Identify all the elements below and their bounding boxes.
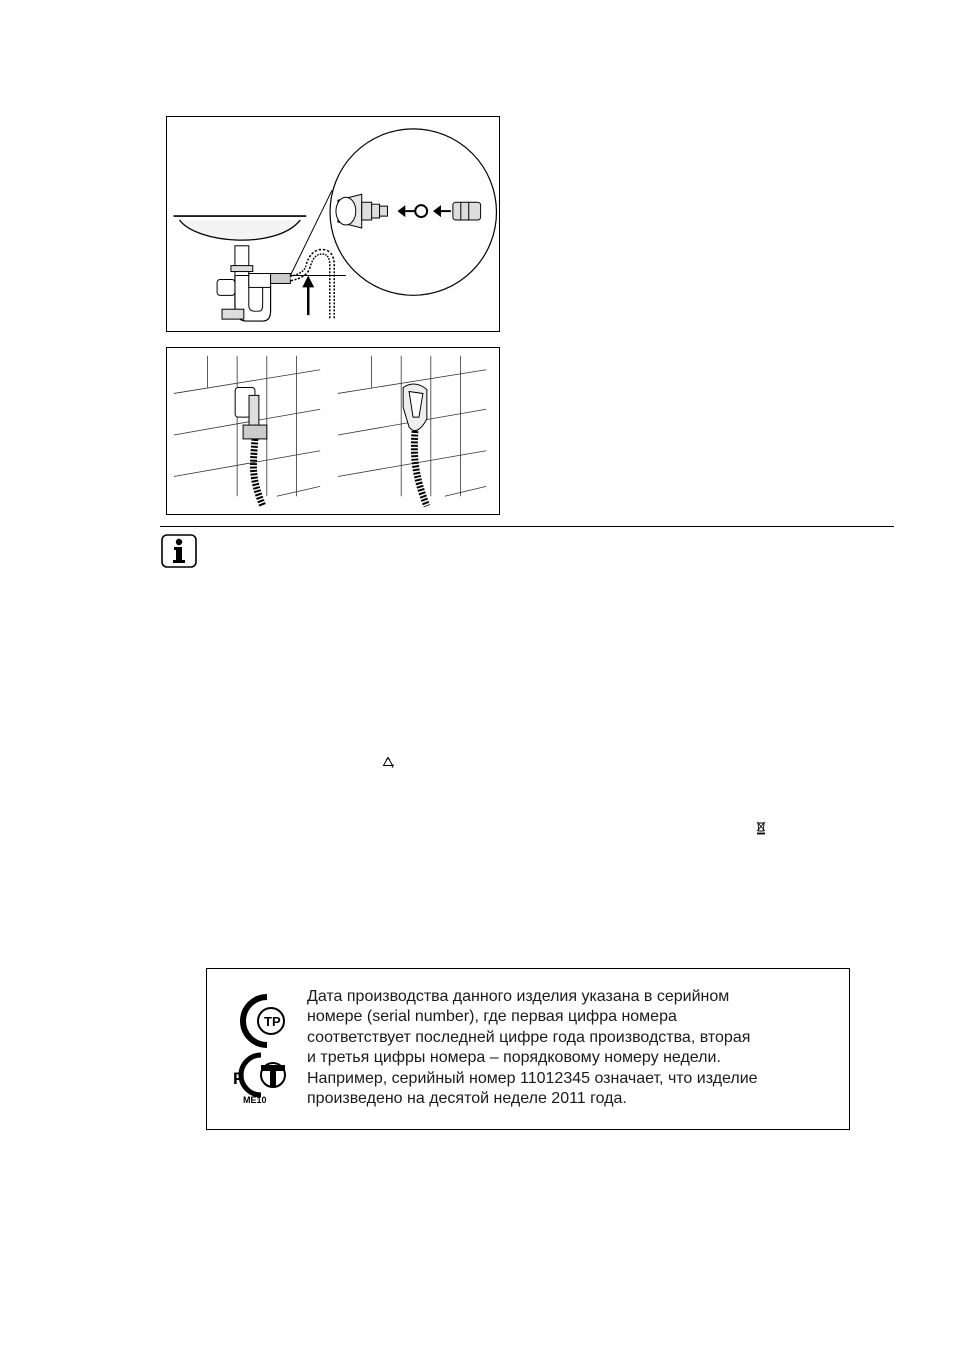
crossed-out-bin-icon [755,820,767,835]
certification-logos [231,991,295,1111]
rostest-mark [233,1055,285,1095]
wall-drain-illustration [166,347,500,515]
note-line: номере (serial number), где первая цифра номера [307,1008,677,1026]
eac-tr-mark [243,997,284,1045]
wall-drain-hose-icon [167,348,499,514]
note-line: Дата производства данного изделия указана в серийном [307,988,730,1005]
info-icon [161,534,197,568]
recycle-icon [381,756,395,770]
svg-text:ТР: ТР [264,1014,281,1029]
sink-connection-illustration [166,116,500,332]
certification-box [206,968,850,1130]
sink-drain-hose-icon [167,117,499,331]
note-line: соответствует последней цифре года производства, вторая [307,1028,751,1046]
note-line: и третья цифры номера – порядковому номеру недели. [307,1049,721,1067]
production-date-note [307,987,837,1109]
note-line: произведено на десятой неделе 2011 года. [307,1090,627,1108]
note-line: Например, серийный номер 11012345 означает, что изделие [307,1069,758,1087]
section-divider [160,526,894,527]
certification-code: ME10 [243,1095,267,1105]
svg-text:Р: Р [233,1069,245,1088]
